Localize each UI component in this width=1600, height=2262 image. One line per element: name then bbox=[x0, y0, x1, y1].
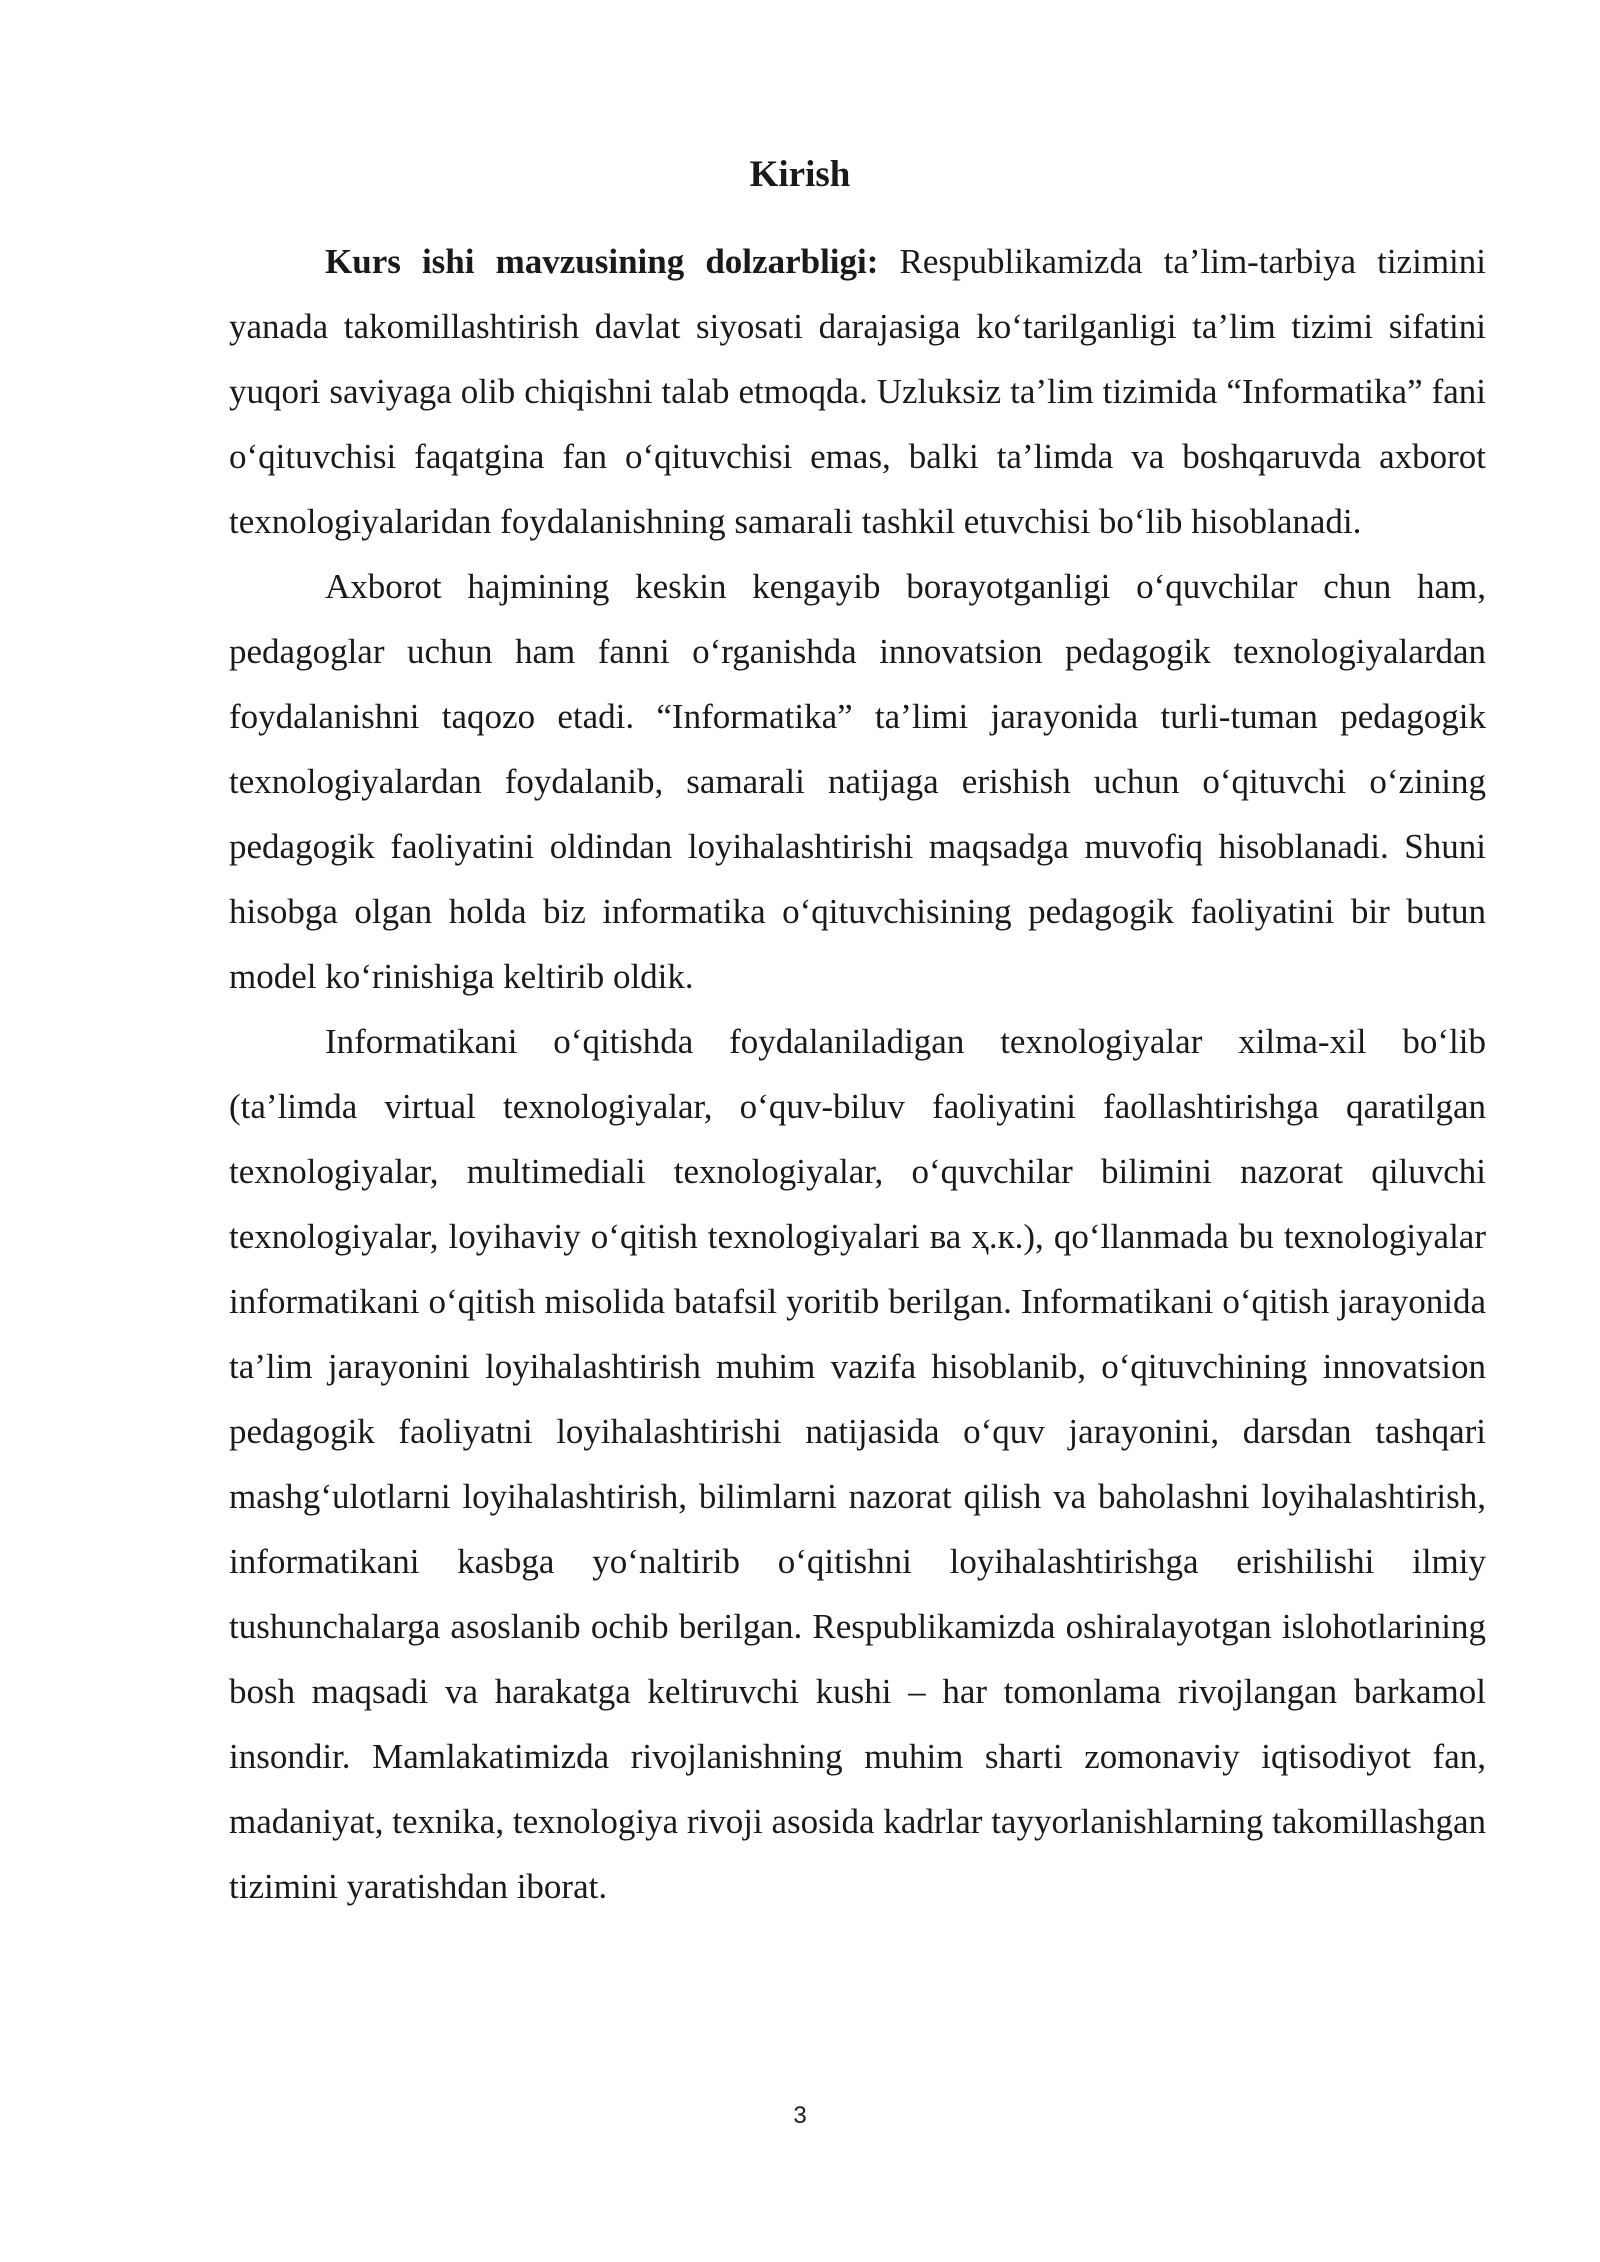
paragraph-lead: Kurs ishi mavzusining dolzarbligi: bbox=[325, 242, 879, 281]
page-number: 3 bbox=[793, 2102, 807, 2129]
paragraph-relevance bbox=[229, 229, 1486, 554]
body-text bbox=[229, 229, 1486, 1919]
section-heading: Kirish bbox=[749, 154, 851, 195]
paragraph-information-volume: Axborot hajmining keskin kengayib borayotganligi oʻquvchilar chun ham, pedagoglar uchun ham fanni oʻrganishda innovatsion pedagogik texnologiyalardan foydalanishni taqozo etadi. “Informatika” ta’limi jarayonida turli-tuman pedagogik texnologiyalardan foydalanib, samarali natijaga erishish uchun oʻqituvchi oʻzining pedagogik faoliyatini oldindan loyihalashtirishi maqsadga muvofiq hisoblanadi. Shuni hisobga olgan holda biz informatika oʻqituvchisining pedagogik faoliyatini bir butun model koʻrinishiga keltirib oldik. bbox=[229, 567, 1486, 996]
paragraph-technologies: Informatikani oʻqitishda foydalaniladigan texnologiyalar xilma-xil boʻlib (ta’limda virtual texnologiyalar, oʻquv-biluv faoliyatini faollashtirishga qaratilgan texnologiyalar, multimediali texnologiyalar, oʻquvchilar bilimini nazorat qiluvchi texnologiyalar, loyihaviy oʻqitish texnologiyalari ва ҳ.к.), qoʻllanmada bu texnologiyalar informatikani oʻqitish misolida batafsil yoritib berilgan. Informatikani oʻqitish jarayonida ta’lim jarayonini loyihalashtirish muhim vazifa hisoblanib, oʻqituvchining innovatsion pedagogik faoliyatni loyihalashtirishi natijasida oʻquv jarayonini, darsdan tashqari mashgʻulotlarni loyihalashtirish, bilimlarni nazorat qilish va baholashni loyihalashtirish, informatikani kasbga yoʻnaltirib oʻqitishni loyihalashtirishga erishilishi ilmiy tushunchalarga asoslanib ochib berilgan. Respublikamizda oshiralayotgan islohotlarining bosh maqsadi va harakatga keltiruvchi kushi – har tomonlama rivojlangan barkamol insondir. Mamlakatimizda rivojlanishning muhim sharti zomonaviy iqtisodiyot fan, madaniyat, texnika, texnologiya rivoji asosida kadrlar tayyorlanishlarning takomillashgan tizimini yaratishdan iborat. bbox=[229, 1022, 1486, 1906]
paragraph-text: Respublikamizda ta’lim-tarbiya tizimini yanada takomillashtirish davlat siyosati darajasiga koʻtarilganligi ta’lim tizimi sifatini yuqori saviyaga olib chiqishni talab etmoqda. Uzluksiz ta’lim tizimida “Informatika” fani oʻqituvchisi faqatgina fan oʻqituvchisi emas, balki ta’limda va boshqaruvda axborot texnologiyalaridan foydalanishning samarali tashkil etuvchisi boʻlib hisoblanadi. bbox=[229, 242, 1486, 541]
